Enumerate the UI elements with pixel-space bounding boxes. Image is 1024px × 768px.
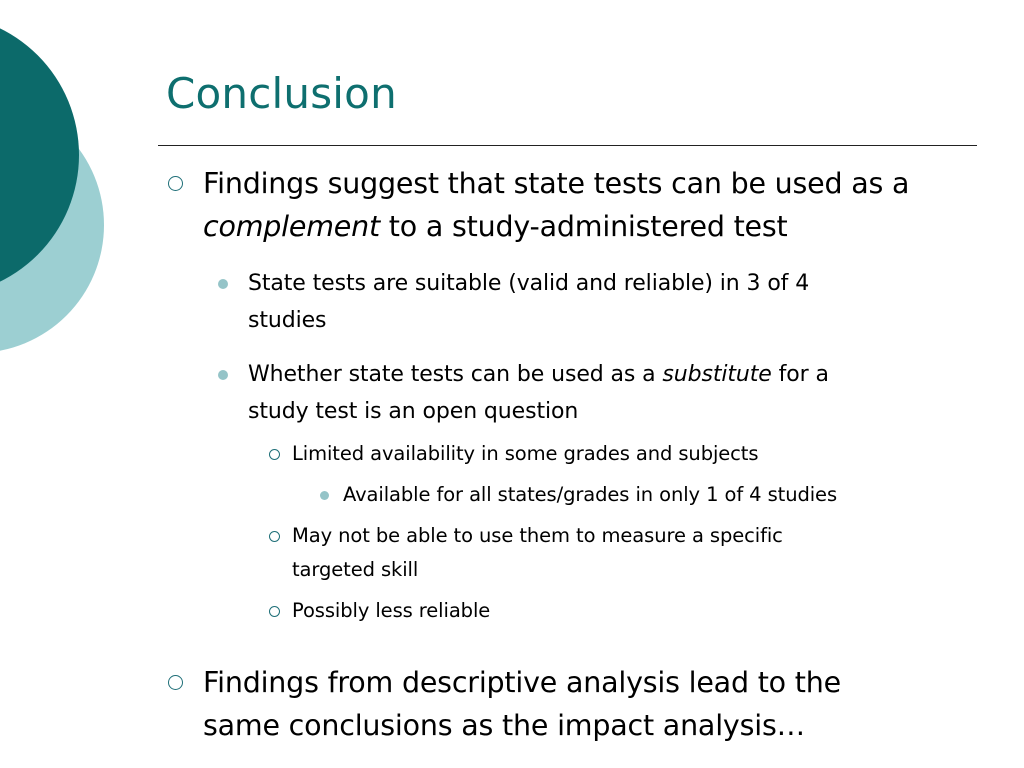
bullet-line: Available for all states/grades in only 1 of 4 studies [343, 483, 838, 506]
bullet-level3-availability [292, 437, 758, 471]
bullet-line [248, 356, 829, 393]
bullet-level3-less-reliable [292, 594, 490, 628]
bullet-line: study test is an open question [248, 399, 579, 424]
hollow-circle-bullet-icon [269, 531, 280, 542]
bullet-line: Possibly less reliable [292, 599, 491, 622]
title-divider [158, 145, 977, 146]
dot-bullet-icon [218, 370, 228, 380]
bullet-line: same conclusions as the impact analysis… [203, 709, 805, 742]
bullet-line [203, 205, 909, 248]
bullet-text: Findings suggest that state tests can be used as a [203, 167, 910, 200]
bullet-text: for a [771, 362, 829, 387]
hollow-circle-bullet-icon [269, 449, 280, 460]
bullet-line: targeted skill [292, 558, 419, 581]
emphasis-text: complement [203, 210, 380, 243]
bullet-line: May not be able to use them to measure a specific [292, 524, 783, 547]
bullet-text: Whether state tests can be used as a [248, 362, 663, 387]
decorative-circles [0, 0, 110, 380]
emphasis-text: substitute [662, 362, 772, 387]
dot-bullet-icon [320, 491, 329, 500]
hollow-circle-bullet-icon [269, 606, 280, 617]
bullet-line [203, 162, 909, 205]
bullet-level2-suitable [248, 265, 809, 339]
bullet-level2-substitute [248, 356, 829, 430]
slide-title: Conclusion [166, 69, 397, 118]
bullet-level1-complement [203, 162, 909, 248]
bullet-level4-available-all [343, 478, 837, 512]
bullet-line: Limited availability in some grades and subjects [292, 442, 759, 465]
bullet-level3-specific-skill [292, 519, 783, 587]
hollow-circle-bullet-icon [168, 675, 183, 690]
bullet-text: to a study-administered test [379, 210, 788, 243]
dot-bullet-icon [218, 279, 228, 289]
hollow-circle-bullet-icon [168, 176, 183, 191]
bullet-line: State tests are suitable (valid and reliable) in 3 of 4 [248, 271, 810, 296]
bullet-level1-descriptive-analysis [203, 661, 841, 747]
bullet-line: studies [248, 308, 327, 333]
bullet-line: Findings from descriptive analysis lead to the [203, 666, 841, 699]
